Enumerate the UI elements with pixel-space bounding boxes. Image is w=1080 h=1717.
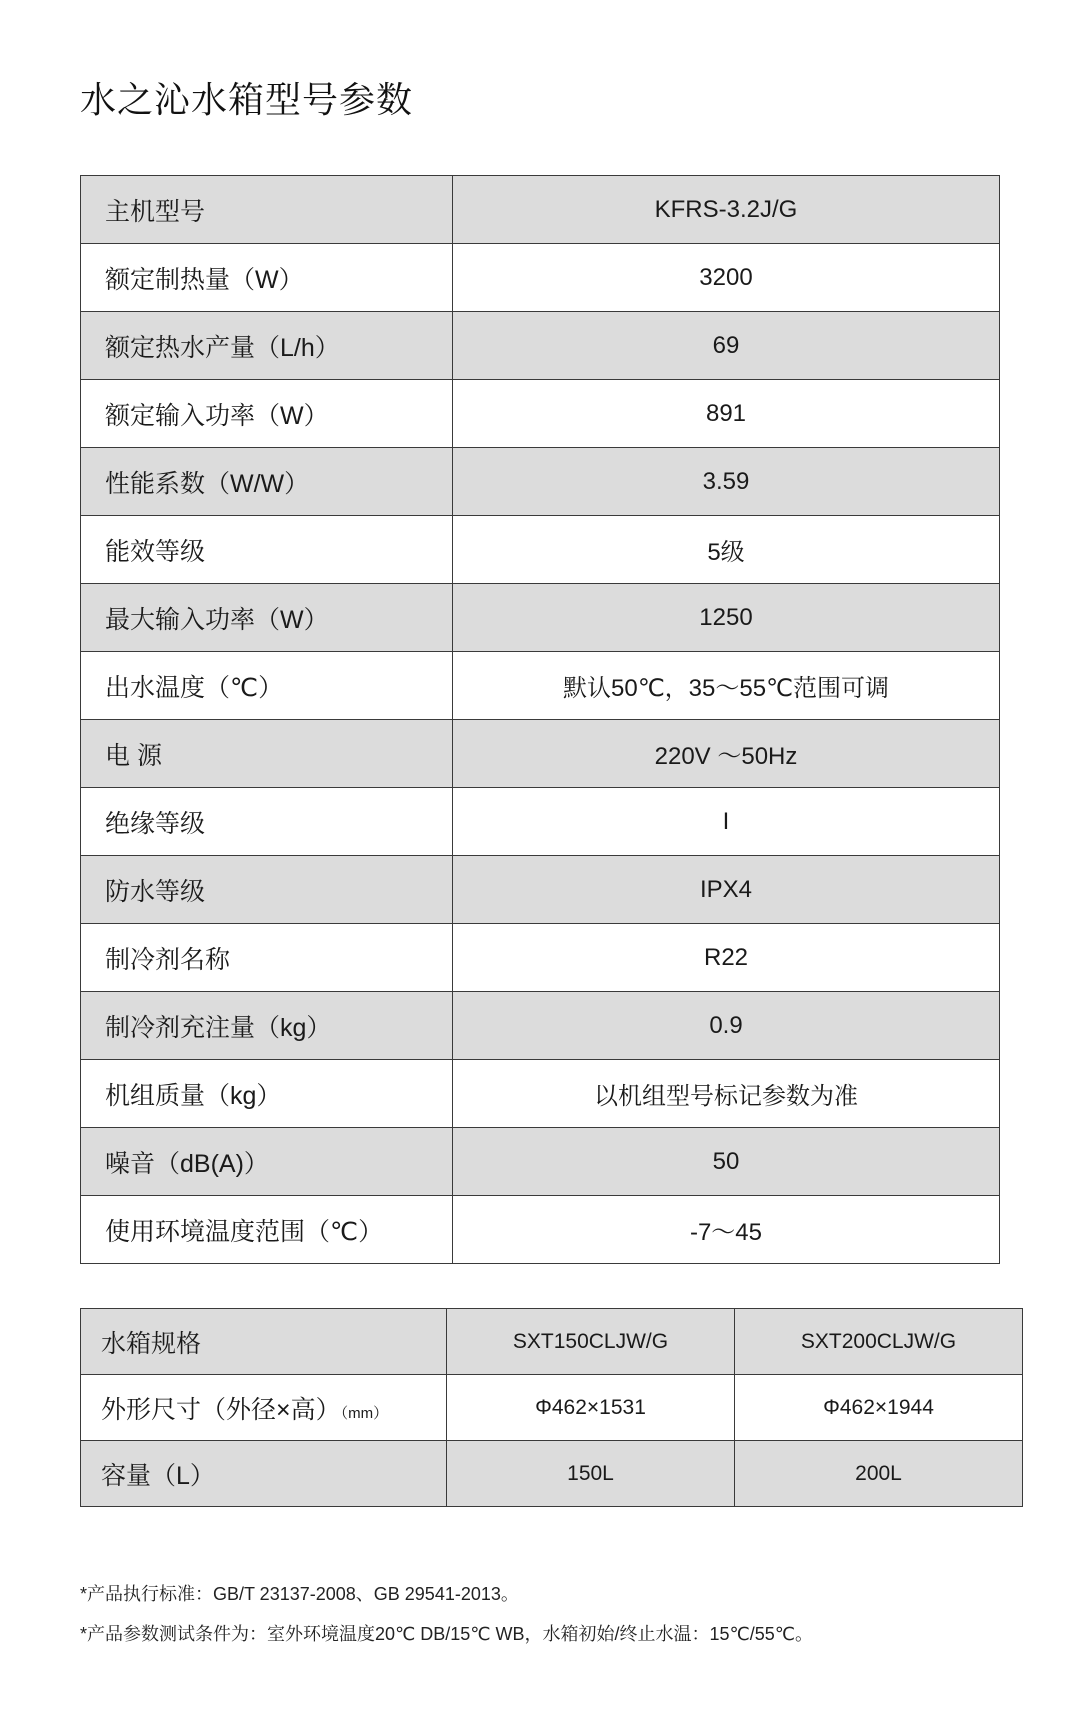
tank-dimension-label-cell [81, 1375, 447, 1441]
spec-row-model [81, 176, 1000, 244]
footnotes [80, 1582, 813, 1662]
tank-capacity-label: 容量（L） [81, 1441, 447, 1507]
spec-table [80, 175, 1000, 1264]
tank-dimension-label: 外形尺寸（外径×高） [101, 1395, 341, 1424]
tank-model-1: SXT150CLJW/G [447, 1309, 735, 1375]
spec-row-waterproof-class [81, 856, 1000, 924]
spec-label: 出水温度（℃） [81, 652, 453, 720]
spec-value: 3.59 [453, 448, 1000, 516]
spec-row-ambient-temperature-range [81, 1196, 1000, 1264]
spec-label: 制冷剂充注量（kg） [81, 992, 453, 1060]
tank-model-2: SXT200CLJW/G [735, 1309, 1023, 1375]
spec-label: 主机型号 [81, 176, 453, 244]
spec-row-insulation-class [81, 788, 1000, 856]
spec-label: 机组质量（kg） [81, 1060, 453, 1128]
tank-capacity-2: 200L [735, 1441, 1023, 1507]
spec-row-unit-mass [81, 1060, 1000, 1128]
tank-header-label: 水箱规格 [81, 1309, 447, 1375]
spec-value: 3200 [453, 244, 1000, 312]
spec-value: R22 [453, 924, 1000, 992]
spec-value: 以机组型号标记参数为准 [453, 1060, 1000, 1128]
spec-label: 噪音（dB(A)） [81, 1128, 453, 1196]
tank-capacity-row [81, 1441, 1023, 1507]
tank-header-row [81, 1309, 1023, 1375]
spec-row-hot-water-output [81, 312, 1000, 380]
spec-label: 最大输入功率（W） [81, 584, 453, 652]
spec-value: 891 [453, 380, 1000, 448]
spec-label: 额定输入功率（W） [81, 380, 453, 448]
spec-value: 220V ～50Hz [453, 720, 1000, 788]
spec-label: 防水等级 [81, 856, 453, 924]
spec-label: 能效等级 [81, 516, 453, 584]
tank-dimension-2: Φ462×1944 [735, 1375, 1023, 1441]
spec-value: I [453, 788, 1000, 856]
spec-label: 绝缘等级 [81, 788, 453, 856]
spec-label: 电 源 [81, 720, 453, 788]
spec-row-noise [81, 1128, 1000, 1196]
spec-value: 0.9 [453, 992, 1000, 1060]
footnote-standard: *产品执行标准：GB/T 23137-2008、GB 29541-2013。 [80, 1584, 519, 1604]
tank-dimension-1: Φ462×1531 [447, 1375, 735, 1441]
footnote-test-conditions: *产品参数测试条件为：室外环境温度20℃ DB/15℃ WB，水箱初始/终止水温：15℃/55℃。 [80, 1624, 813, 1644]
spec-value: 默认50℃，35～55℃范围可调 [453, 652, 1000, 720]
spec-row-efficiency-grade [81, 516, 1000, 584]
spec-row-outlet-temperature [81, 652, 1000, 720]
spec-value: IPX4 [453, 856, 1000, 924]
tank-capacity-1: 150L [447, 1441, 735, 1507]
spec-label: 额定制热量（W） [81, 244, 453, 312]
spec-value: 1250 [453, 584, 1000, 652]
spec-value: -7～45 [453, 1196, 1000, 1264]
spec-row-cop [81, 448, 1000, 516]
spec-label: 使用环境温度范围（℃） [81, 1196, 453, 1264]
page-title: 水之沁水箱型号参数 [80, 79, 414, 120]
spec-value: KFRS-3.2J/G [453, 176, 1000, 244]
tank-dimension-row [81, 1375, 1023, 1441]
spec-label: 制冷剂名称 [81, 924, 453, 992]
spec-label: 额定热水产量（L/h） [81, 312, 453, 380]
spec-value: 69 [453, 312, 1000, 380]
spec-row-power-supply [81, 720, 1000, 788]
spec-row-refrigerant-name [81, 924, 1000, 992]
spec-label: 性能系数（W/W） [81, 448, 453, 516]
spec-value: 5级 [453, 516, 1000, 584]
spec-row-rated-input-power [81, 380, 1000, 448]
tank-dimension-unit: （mm） [340, 1404, 389, 1422]
spec-row-rated-heating [81, 244, 1000, 312]
spec-row-refrigerant-charge [81, 992, 1000, 1060]
spec-value: 50 [453, 1128, 1000, 1196]
tank-spec-table [80, 1308, 1023, 1507]
spec-row-max-input-power [81, 584, 1000, 652]
